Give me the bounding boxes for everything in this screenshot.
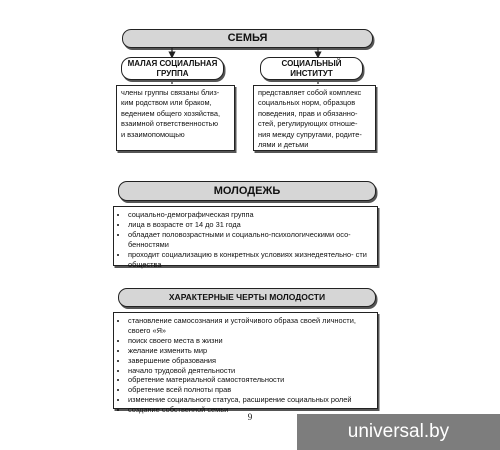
youth-title-text: МОЛОДЕЖЬ: [213, 185, 281, 197]
watermark: [297, 414, 500, 450]
definition-line: и взаимопомощью: [121, 129, 185, 139]
small-social-group-label: [121, 57, 224, 80]
page-number: 9: [247, 412, 253, 422]
list-item: • обретение материальной самостоятельности: [128, 375, 372, 385]
watermark-text: universal.by: [347, 421, 450, 442]
youth-traits-title: [118, 288, 376, 307]
list-item: • начало трудовой деятельности: [128, 366, 372, 376]
definition-line: лями и детьми: [258, 140, 309, 150]
small-social-group-label-line1: МАЛАЯ СОЦИАЛЬНАЯ: [127, 58, 218, 68]
list-item: • лица в возрасте от 14 до 31 года: [128, 220, 372, 230]
definition-line: стей, регулирующих отноше-: [258, 119, 358, 129]
definition-line: поведения, прав и обязанно-: [258, 108, 358, 118]
youth-list: [113, 206, 378, 269]
social-institution-label: [260, 57, 363, 80]
list-item: • желание изменить мир: [128, 346, 372, 356]
definition-line: представляет собой комплекс: [258, 88, 362, 97]
definition-line: ведением общего хозяйства,: [121, 108, 221, 118]
definition-line: члены группы связаны близ-: [121, 88, 220, 97]
list-item: • завершение образования: [128, 356, 372, 366]
list-item: • обретение всей полноты прав: [128, 385, 372, 395]
social-institution-label-line2: ИНСТИТУТ: [290, 68, 333, 78]
youth-traits-list: [113, 312, 378, 415]
social-institution-definition: [253, 85, 376, 151]
small-social-group-label-line2: ГРУППА: [156, 68, 189, 78]
list-item: • создание собственной семьи: [128, 405, 372, 415]
youth-traits-title-text: ХАРАКТЕРНЫЕ ЧЕРТЫ МОЛОДОСТИ: [168, 292, 326, 302]
list-item: • поиск своего места в жизни: [128, 336, 372, 346]
list-item: • проходит социализацию в конкретных условиях жизнедеятельно- сти общества: [128, 250, 372, 270]
family-title-text: СЕМЬЯ: [227, 32, 268, 44]
list-item: • обладает половозрастными и социально-психологическими осо- бенностями: [128, 230, 372, 250]
list-item: • изменение социального статуса, расширение социальных ролей: [128, 395, 372, 405]
social-institution-label-line1: СОЦИАЛЬНЫЙ: [281, 58, 342, 68]
definition-line: ким родством или браком,: [121, 98, 212, 108]
definition-line: ния между супругами, родите-: [258, 129, 362, 139]
youth-title: [118, 181, 376, 201]
small-social-group-definition: [116, 85, 235, 151]
list-item: • социально-демографическая группа: [128, 210, 372, 220]
definition-line: социальных норм, образцов: [258, 98, 356, 108]
definition-line: взаимной ответственностью: [121, 119, 219, 129]
list-item: • становление самосознания и устойчивого образа своей личности, своего «Я»: [128, 316, 372, 336]
